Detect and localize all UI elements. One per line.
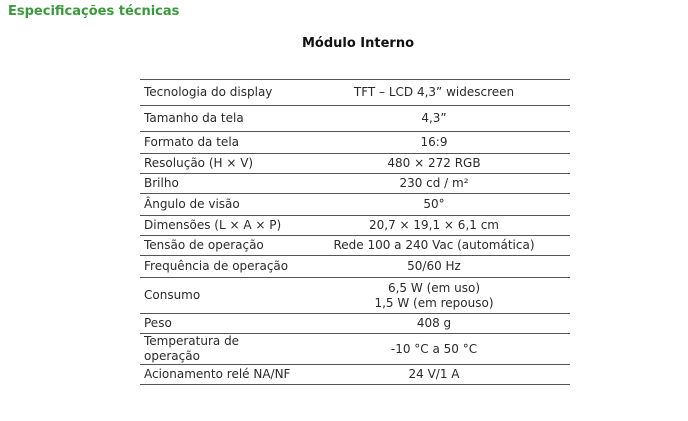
row-value: [294, 278, 570, 314]
row-value: 24 V/1 A: [408, 367, 460, 381]
row-label: Frequência de operação: [144, 259, 289, 273]
spec-table: [140, 79, 570, 385]
table-row: [140, 334, 570, 365]
table-row: [140, 216, 570, 236]
row-value: Rede 100 a 240 Vac (automática): [333, 238, 535, 252]
row-label: Tamanho da tela: [144, 111, 244, 125]
table-row: [140, 80, 570, 106]
row-value: TFT – LCD 4,3” widescreen: [353, 85, 515, 99]
table-row: [140, 278, 570, 314]
table-row: [140, 174, 570, 194]
row-value: 408 g: [416, 316, 452, 330]
row-label: Formato da tela: [144, 135, 240, 149]
table-row: [140, 236, 570, 256]
row-value: 50/60 Hz: [407, 259, 461, 273]
row-label: Peso: [144, 316, 172, 330]
row-value: 480 × 272 RGB: [387, 156, 481, 170]
table-row: [140, 314, 570, 334]
row-label: Ângulo de visão: [144, 197, 240, 211]
table-row: [140, 256, 570, 278]
table-row: [140, 194, 570, 216]
row-value: 4,3”: [421, 111, 447, 125]
row-label: Acionamento relé NA/NF: [144, 367, 291, 381]
row-value: -10 °C a 50 °C: [390, 341, 478, 356]
row-label: Tecnologia do display: [144, 85, 273, 99]
row-label: Brilho: [144, 176, 179, 190]
row-label: Resolução (H × V): [144, 156, 254, 170]
row-label: Tensão de operação: [144, 238, 264, 252]
table-title: Módulo Interno: [301, 36, 415, 51]
section-heading: Especificações técnicas: [8, 4, 180, 19]
row-value-line: 1,5 W (em repouso): [374, 295, 494, 310]
row-value: 16:9: [420, 135, 448, 149]
row-label: Consumo: [144, 288, 201, 302]
row-value-line: 6,5 W (em uso): [387, 280, 481, 295]
row-label: Dimensões (L × A × P): [144, 218, 282, 232]
table-row: [140, 132, 570, 154]
row-value: 20,7 × 19,1 × 6,1 cm: [369, 218, 499, 232]
row-value: 50°: [423, 197, 445, 211]
table-row: [140, 365, 570, 385]
row-value: 230 cd / m²: [399, 176, 469, 190]
row-label: Temperatura de operação: [144, 334, 240, 363]
table-row: [140, 106, 570, 132]
table-row: [140, 154, 570, 174]
